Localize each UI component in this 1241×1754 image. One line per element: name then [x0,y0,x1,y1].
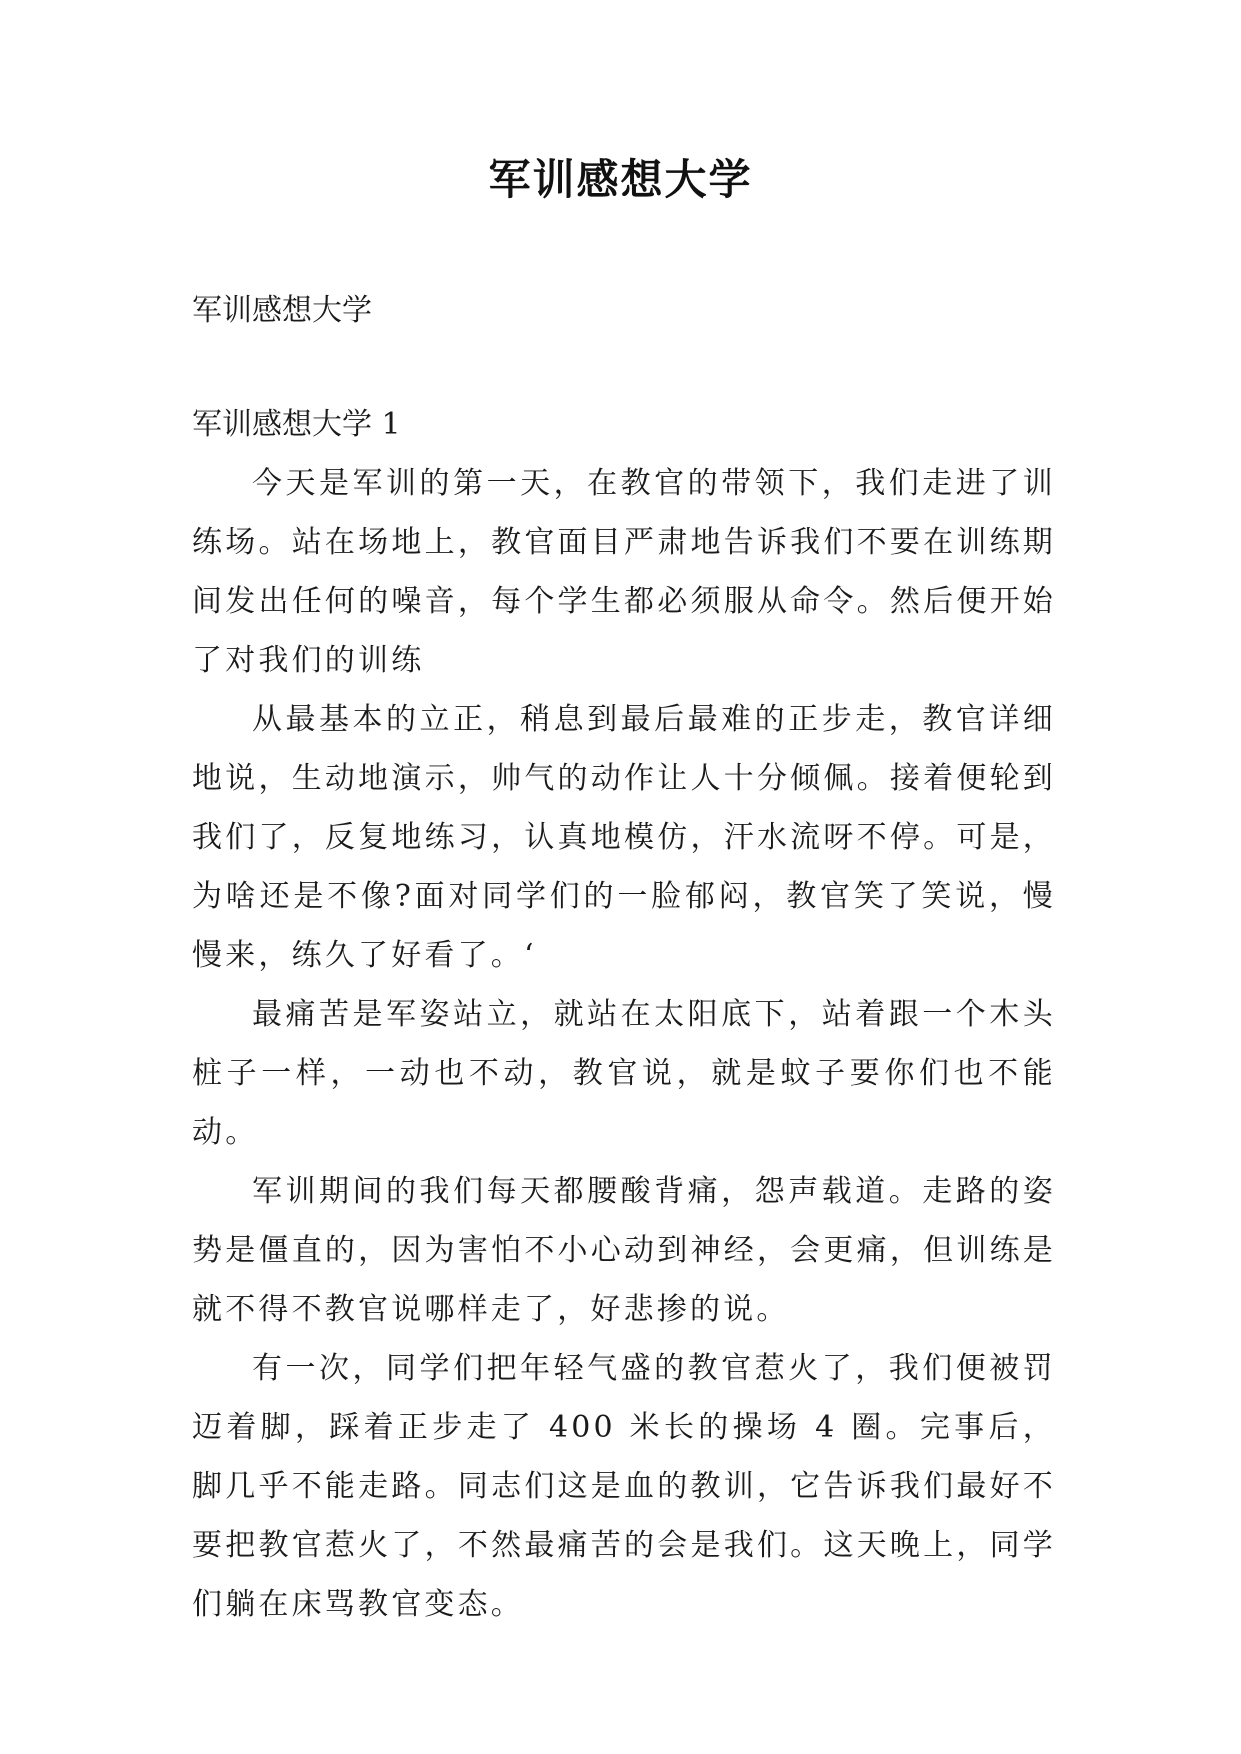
body-paragraph: 从最基本的立正，稍息到最后最难的正步走，教官详细地说，生动地演示，帅气的动作让人十分倾佩。接着便轮到我们了，反复地练习，认真地模仿，汗水流呀不停。可是，为啥还是不像?面对同学们的一脸郁闷，教官笑了笑说，慢慢来，练久了好看了。‘ [192,702,1056,973]
document-title: 军训感想大学 [488,155,753,204]
document-body [192,282,1056,1634]
document-subtitle: 军训感想大学 [192,293,372,328]
body-paragraph: 今天是军训的第一天，在教官的带领下，我们走进了训练场。站在场地上，教官面目严肃地告诉我们不要在训练期间发出任何的噪音，每个学生都必须服从命令。然后便开始了对我们的训练 [192,466,1056,678]
body-paragraph: 最痛苦是军姿站立，就站在太阳底下，站着跟一个木头桩子一样，一动也不动，教官说，就是蚊子要你们也不能动。 [192,997,1056,1150]
section-heading: 军训感想大学 1 [192,407,401,442]
body-paragraph: 有一次，同学们把年轻气盛的教官惹火了，我们便被罚迈着脚，踩着正步走了 400 米长的操场 4 圈。完事后，脚几乎不能走路。同志们这是血的教训，它告诉我们最好不要把教官惹火了，不然最痛苦的会是我们。这天晚上，同学们躺在床骂教官变态。 [192,1351,1056,1622]
body-paragraph: 军训期间的我们每天都腰酸背痛，怨声载道。走路的姿势是僵直的，因为害怕不小心动到神经，会更痛，但训练是就不得不教官说哪样走了，好悲掺的说。 [192,1174,1056,1327]
